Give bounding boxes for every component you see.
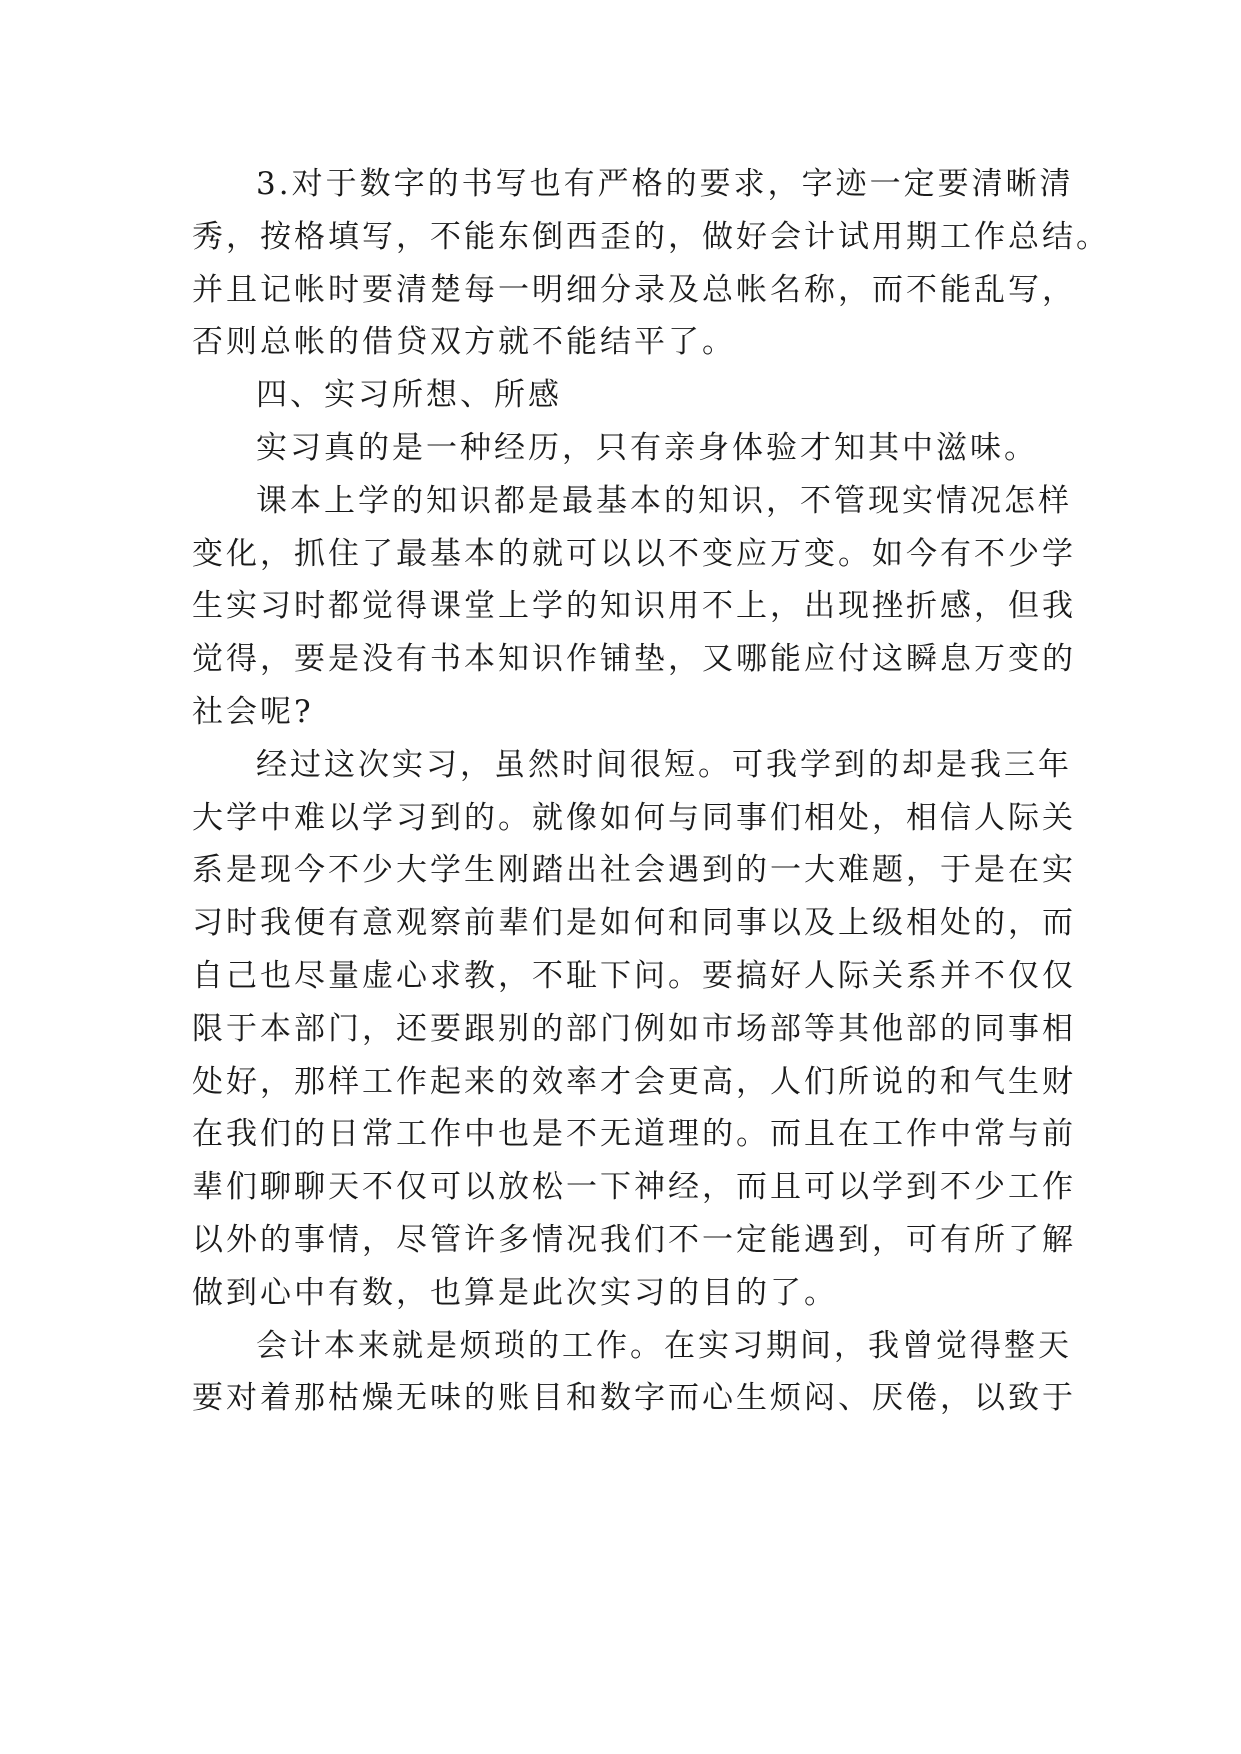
text-line: 做到心中有数，也算是此次实习的目的了。 — [192, 1274, 838, 1311]
text-line: 辈们聊聊天不仅可以放松一下神经，而且可以学到不少工作 — [192, 1169, 1076, 1206]
document-body — [192, 158, 1110, 1425]
text-line: 以外的事情，尽管许多情况我们不一定能遇到，可有所了解 — [192, 1221, 1076, 1258]
text-line: 否则总帐的借贷双方就不能结平了。 — [192, 324, 736, 361]
text-line: 秀，按格填写，不能东倒西歪的，做好会计试用期工作总结。 — [192, 218, 1110, 255]
text-line: 课本上学的知识都是最基本的知识，不管现实情况怎样 — [256, 482, 1072, 519]
text-line: 习时我便有意观察前辈们是如何和同事以及上级相处的，而 — [192, 905, 1076, 942]
text-line: 变化，抓住了最基本的就可以以不变应万变。如今有不少学 — [192, 535, 1076, 572]
text-line: 处好，那样工作起来的效率才会更高，人们所说的和气生财 — [192, 1063, 1076, 1100]
section-heading: 四、实习所想、所感 — [256, 377, 562, 414]
text-line: 自己也尽量虚心求教，不耻下问。要搞好人际关系并不仅仅 — [192, 957, 1076, 994]
text-line: 社会呢? — [192, 693, 314, 730]
text-line: 限于本部门，还要跟别的部门例如市场部等其他部的同事相 — [192, 1010, 1076, 1047]
text-line: 要对着那枯燥无味的账目和数字而心生烦闷、厌倦，以致于 — [192, 1380, 1076, 1417]
text-line: 生实习时都觉得课堂上学的知识用不上，出现挫折感，但我 — [192, 588, 1076, 625]
text-line: 3.对于数字的书写也有严格的要求，字迹一定要清晰清 — [256, 166, 1074, 202]
text-line: 实习真的是一种经历，只有亲身体验才知其中滋味。 — [256, 429, 1038, 466]
text-line: 觉得，要是没有书本知识作铺垫，又哪能应付这瞬息万变的 — [192, 641, 1076, 678]
text-line: 会计本来就是烦琐的工作。在实习期间，我曾觉得整天 — [256, 1327, 1072, 1364]
text-line: 并且记帐时要清楚每一明细分录及总帐名称，而不能乱写， — [192, 271, 1076, 308]
text-line: 系是现今不少大学生刚踏出社会遇到的一大难题，于是在实 — [192, 852, 1076, 889]
text-line: 大学中难以学习到的。就像如何与同事们相处，相信人际关 — [192, 799, 1076, 836]
text-line: 在我们的日常工作中也是不无道理的。而且在工作中常与前 — [192, 1116, 1076, 1153]
text-line: 经过这次实习，虽然时间很短。可我学到的却是我三年 — [256, 746, 1072, 783]
